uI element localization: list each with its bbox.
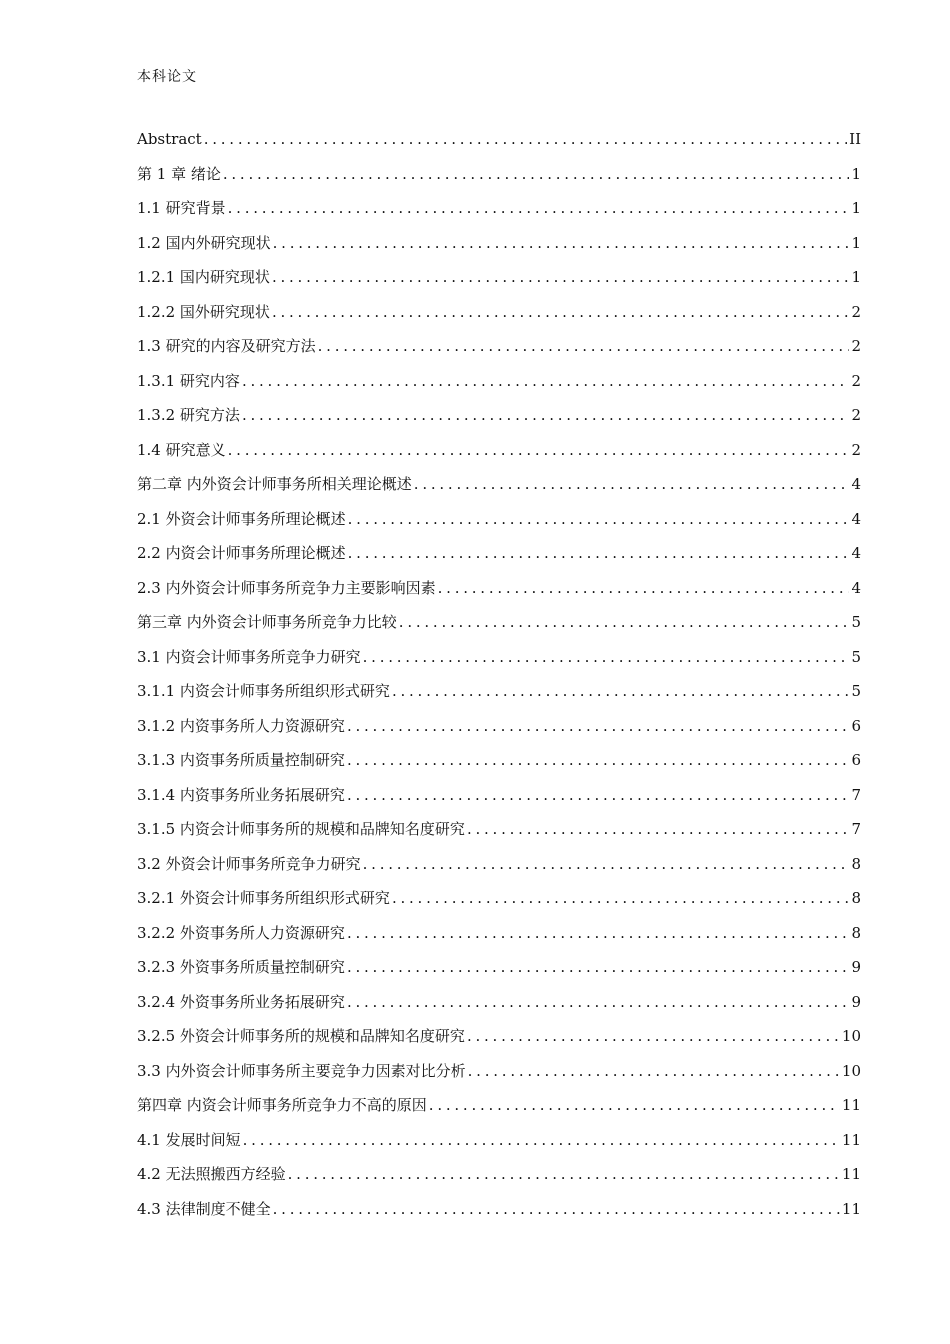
toc-entry[interactable] bbox=[137, 642, 861, 677]
toc-entry[interactable] bbox=[137, 538, 861, 573]
toc-entry-page: 8 bbox=[851, 923, 861, 942]
toc-entry[interactable] bbox=[137, 711, 861, 746]
toc-entry[interactable] bbox=[137, 987, 861, 1022]
toc-leader-dots bbox=[243, 1125, 840, 1155]
toc-leader-dots bbox=[467, 814, 849, 844]
toc-entry-title: 1.2.2 国外研究现状 bbox=[137, 302, 270, 321]
toc-entry-page: 8 bbox=[851, 889, 861, 907]
toc-entry[interactable] bbox=[137, 849, 861, 884]
toc-entry[interactable] bbox=[137, 573, 861, 608]
toc-entry[interactable] bbox=[137, 676, 861, 711]
toc-entry[interactable] bbox=[137, 780, 861, 815]
toc-entry[interactable] bbox=[137, 1194, 861, 1229]
toc-entry-title: 3.3 内外资会计师事务所主要竞争力因素对比分析 bbox=[137, 1061, 466, 1080]
toc-entry-page: 2 bbox=[851, 440, 861, 459]
toc-entry-page: 6 bbox=[851, 751, 861, 769]
toc-entry[interactable] bbox=[137, 435, 861, 470]
toc-leader-dots bbox=[347, 987, 849, 1017]
toc-entry-title: 3.2.4 外资事务所业务拓展研究 bbox=[137, 992, 345, 1011]
toc-leader-dots bbox=[228, 435, 849, 465]
toc-entry-page: 4 bbox=[851, 475, 861, 493]
toc-entry-title: 3.1.5 内资会计师事务所的规模和品牌知名度研究 bbox=[137, 820, 465, 838]
toc-entry-page: 2 bbox=[851, 337, 861, 355]
toc-entry[interactable] bbox=[137, 607, 861, 642]
toc-leader-dots bbox=[347, 952, 849, 982]
toc-entry-title: 3.2.5 外资会计师事务所的规模和品牌知名度研究 bbox=[137, 1027, 465, 1045]
toc-entry-title: 1.2.1 国内研究现状 bbox=[137, 268, 270, 286]
toc-leader-dots bbox=[347, 780, 849, 810]
toc-entry-title: 1.3 研究的内容及研究方法 bbox=[137, 337, 316, 355]
toc-entry-title: 2.3 内外资会计师事务所竞争力主要影响因素 bbox=[137, 578, 436, 597]
toc-leader-dots bbox=[273, 1194, 840, 1224]
toc-entry[interactable] bbox=[137, 193, 861, 228]
toc-leader-dots bbox=[429, 1090, 840, 1120]
toc-entry-title: 3.2.3 外资事务所质量控制研究 bbox=[137, 958, 345, 976]
toc-entry[interactable] bbox=[137, 469, 861, 504]
toc-entry[interactable] bbox=[137, 159, 861, 194]
toc-entry-title: 2.2 内资会计师事务所理论概述 bbox=[137, 544, 346, 562]
toc-entry-page: 11 bbox=[841, 1130, 861, 1149]
toc-entry-page: 2 bbox=[851, 302, 861, 321]
toc-entry-page: 1 bbox=[851, 268, 861, 286]
toc-entry-title: 第三章 内外资会计师事务所竞争力比较 bbox=[137, 613, 397, 631]
toc-entry-page: 1 bbox=[851, 164, 861, 183]
toc-entry-title: 第四章 内资会计师事务所竞争力不高的原因 bbox=[137, 1096, 427, 1114]
toc-entry-page: 7 bbox=[851, 820, 861, 838]
toc-entry-page: 11 bbox=[841, 1199, 861, 1218]
toc-entry[interactable] bbox=[137, 918, 861, 953]
toc-leader-dots bbox=[223, 159, 849, 189]
page-header: 本科论文 bbox=[137, 69, 197, 85]
toc-leader-dots bbox=[399, 607, 849, 637]
toc-entry-page: 10 bbox=[841, 1061, 861, 1080]
toc-entry-title: 3.1 内资会计师事务所竞争力研究 bbox=[137, 647, 361, 666]
table-of-contents bbox=[137, 124, 861, 1228]
toc-entry-title: 1.1 研究背景 bbox=[137, 199, 226, 217]
toc-leader-dots bbox=[348, 538, 849, 568]
toc-entry[interactable] bbox=[137, 1021, 861, 1056]
toc-entry-title: 第 1 章 绪论 bbox=[137, 164, 221, 183]
toc-leader-dots bbox=[242, 366, 849, 396]
toc-entry-page: 1 bbox=[851, 199, 861, 217]
toc-entry[interactable] bbox=[137, 504, 861, 539]
toc-entry[interactable] bbox=[137, 1090, 861, 1125]
toc-entry[interactable] bbox=[137, 366, 861, 401]
toc-entry-title: 3.1.4 内资事务所业务拓展研究 bbox=[137, 785, 345, 804]
toc-entry-page: 11 bbox=[841, 1165, 861, 1183]
toc-entry-title: 2.1 外资会计师事务所理论概述 bbox=[137, 509, 346, 528]
toc-leader-dots bbox=[467, 1021, 840, 1051]
toc-leader-dots bbox=[468, 1056, 840, 1086]
toc-entry-title: 1.3.2 研究方法 bbox=[137, 406, 240, 424]
toc-leader-dots bbox=[204, 124, 847, 154]
toc-leader-dots bbox=[348, 504, 849, 534]
toc-entry-page: 5 bbox=[851, 682, 861, 700]
toc-entry-page: 9 bbox=[851, 958, 861, 976]
toc-entry[interactable] bbox=[137, 228, 861, 263]
toc-leader-dots bbox=[242, 400, 849, 430]
toc-entry-page: 4 bbox=[851, 509, 861, 528]
toc-entry[interactable] bbox=[137, 814, 861, 849]
toc-leader-dots bbox=[272, 297, 849, 327]
toc-entry-page: 6 bbox=[851, 716, 861, 735]
toc-leader-dots bbox=[392, 676, 849, 706]
toc-entry[interactable] bbox=[137, 400, 861, 435]
toc-entry-title: 1.3.1 研究内容 bbox=[137, 371, 240, 390]
toc-entry[interactable] bbox=[137, 883, 861, 918]
toc-leader-dots bbox=[414, 469, 849, 499]
toc-entry-title: 1.4 研究意义 bbox=[137, 440, 226, 459]
toc-entry-title: 3.1.2 内资事务所人力资源研究 bbox=[137, 716, 345, 735]
toc-leader-dots bbox=[392, 883, 849, 913]
toc-entry[interactable] bbox=[137, 124, 861, 159]
toc-entry-title: Abstract bbox=[137, 130, 202, 148]
toc-entry-page: 8 bbox=[851, 854, 861, 873]
toc-entry-title: 3.2.1 外资会计师事务所组织形式研究 bbox=[137, 889, 390, 907]
toc-entry[interactable] bbox=[137, 297, 861, 332]
toc-entry-page: 2 bbox=[851, 371, 861, 390]
toc-entry-page: II bbox=[849, 130, 861, 148]
toc-entry[interactable] bbox=[137, 1159, 861, 1194]
toc-leader-dots bbox=[347, 711, 849, 741]
toc-leader-dots bbox=[318, 331, 849, 361]
toc-leader-dots bbox=[347, 745, 849, 775]
toc-leader-dots bbox=[347, 918, 849, 948]
toc-entry-page: 4 bbox=[851, 578, 861, 597]
toc-entry[interactable] bbox=[137, 262, 861, 297]
toc-entry-title: 3.1.1 内资会计师事务所组织形式研究 bbox=[137, 682, 390, 700]
toc-leader-dots bbox=[363, 849, 849, 879]
toc-entry-page: 4 bbox=[851, 544, 861, 562]
toc-entry-title: 第二章 内外资会计师事务所相关理论概述 bbox=[137, 475, 412, 493]
toc-entry-page: 7 bbox=[851, 785, 861, 804]
toc-entry-title: 4.1 发展时间短 bbox=[137, 1130, 241, 1149]
toc-leader-dots bbox=[363, 642, 849, 672]
toc-leader-dots bbox=[273, 228, 849, 258]
toc-entry[interactable] bbox=[137, 1125, 861, 1160]
toc-entry[interactable] bbox=[137, 745, 861, 780]
toc-entry-title: 4.3 法律制度不健全 bbox=[137, 1199, 271, 1218]
toc-entry-title: 3.2 外资会计师事务所竞争力研究 bbox=[137, 854, 361, 873]
toc-entry[interactable] bbox=[137, 952, 861, 987]
toc-entry-page: 1 bbox=[851, 233, 861, 252]
toc-entry-page: 5 bbox=[851, 647, 861, 666]
toc-entry-page: 5 bbox=[851, 613, 861, 631]
toc-entry-title: 4.2 无法照搬西方经验 bbox=[137, 1165, 286, 1183]
toc-entry[interactable] bbox=[137, 1056, 861, 1091]
toc-leader-dots bbox=[438, 573, 849, 603]
toc-entry-title: 3.1.3 内资事务所质量控制研究 bbox=[137, 751, 345, 769]
toc-entry-page: 10 bbox=[841, 1027, 861, 1045]
toc-leader-dots bbox=[272, 262, 849, 292]
toc-leader-dots bbox=[288, 1159, 840, 1189]
toc-entry[interactable] bbox=[137, 331, 861, 366]
toc-entry-title: 3.2.2 外资事务所人力资源研究 bbox=[137, 923, 345, 942]
toc-entry-title: 1.2 国内外研究现状 bbox=[137, 233, 271, 252]
toc-entry-page: 11 bbox=[841, 1096, 861, 1114]
toc-entry-page: 9 bbox=[851, 992, 861, 1011]
toc-leader-dots bbox=[228, 193, 849, 223]
toc-entry-page: 2 bbox=[851, 406, 861, 424]
